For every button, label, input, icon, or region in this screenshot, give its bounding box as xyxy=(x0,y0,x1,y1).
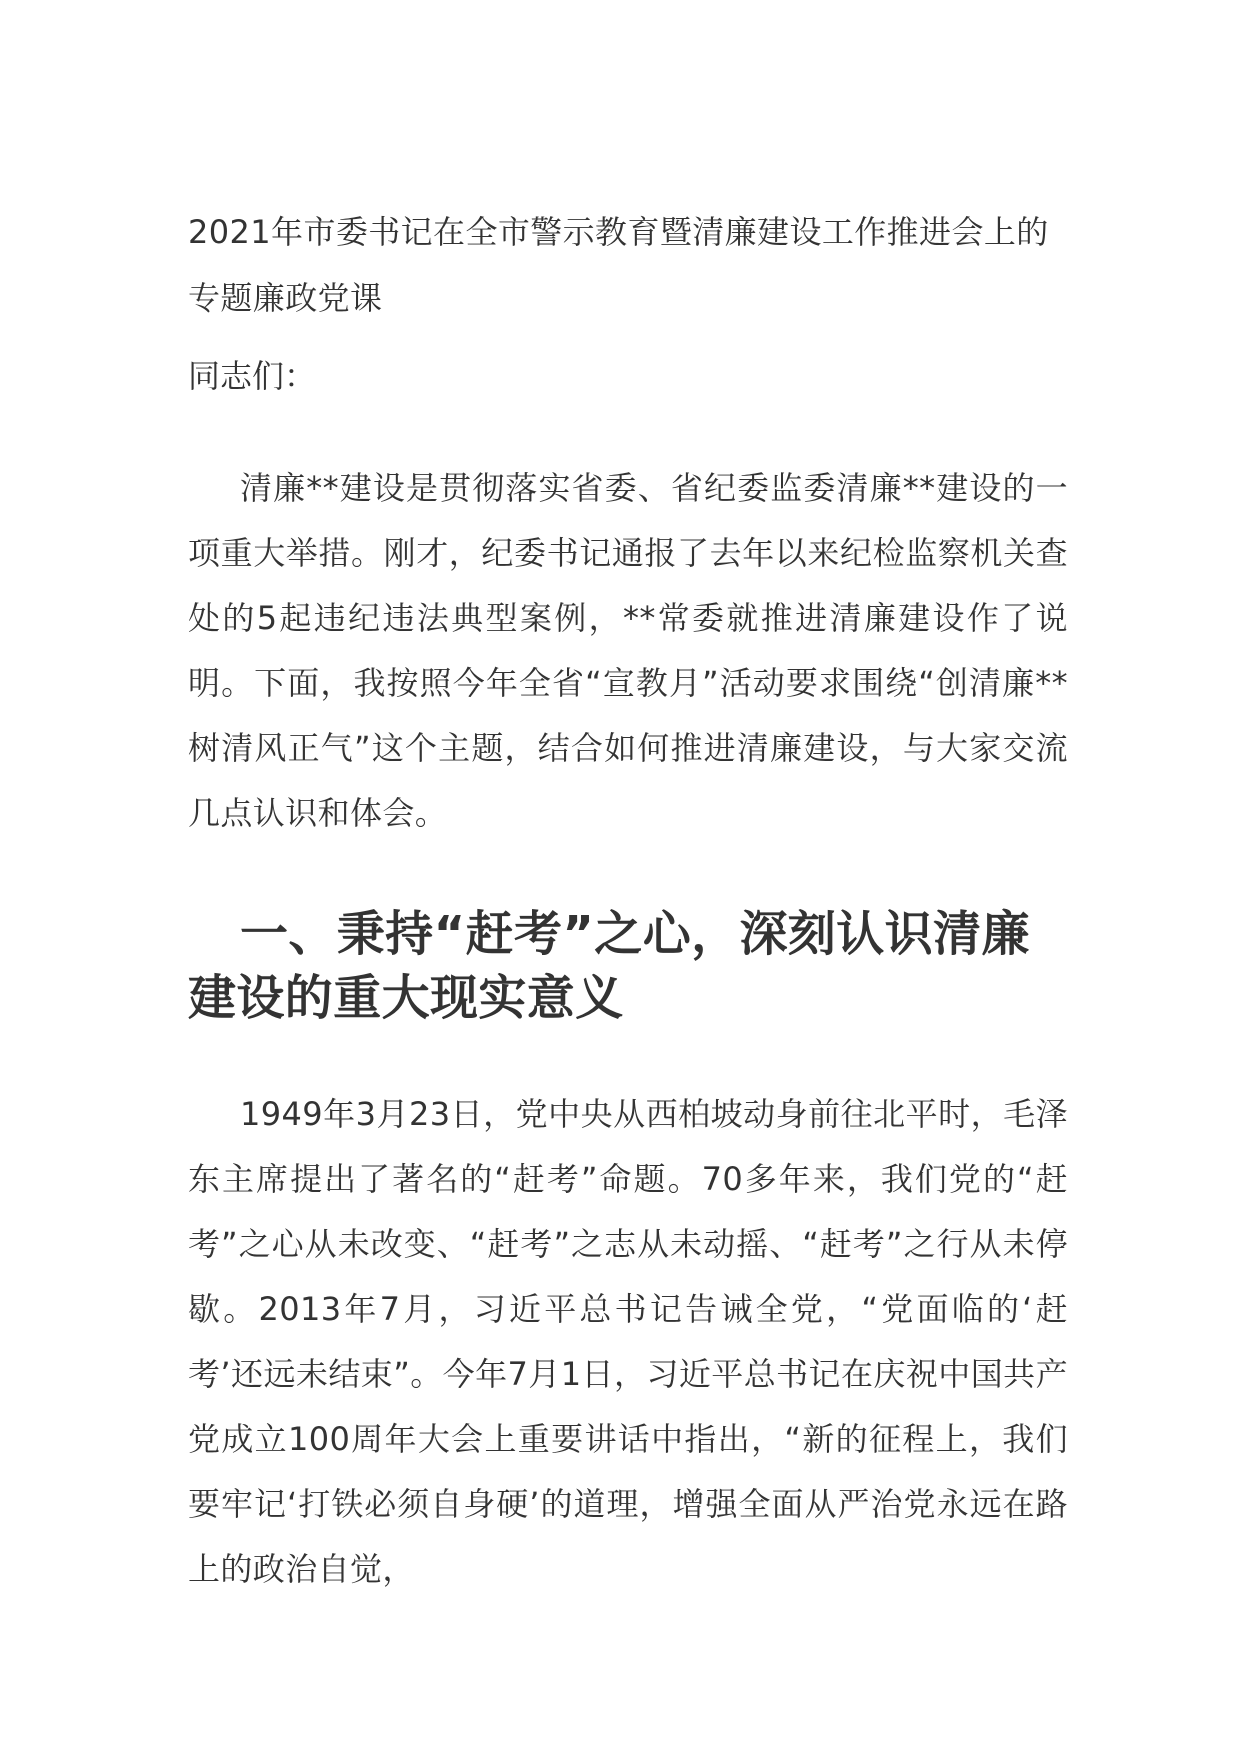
document-title: 2021年市委书记在全市警示教育暨清廉建设工作推进会上的专题廉政党课 xyxy=(188,213,1049,317)
document-body xyxy=(188,199,1101,1602)
paragraph-section-1: 1949年3月23日，党中央从西柏坡动身前往北平时，毛泽东主席提出了著名的“赶考”命题。70多年来，我们党的“赶考”之心从未改变、“赶考”之志从未动摇、“赶考”之行从未停歇。2013年7月，习近平总书记告诫全党，“党面临的‘赶考’还远未结束”。今年7月1日，习近平总书记在庆祝中国共产党成立100周年大会上重要讲话中指出，“新的征程上，我们要牢记‘打铁必须自身硬’的道理，增强全面从严治党永远在路上的政治自觉， xyxy=(188,1095,1068,1588)
salutation: 同志们： xyxy=(188,357,317,395)
paragraph-intro: 清廉**建设是贯彻落实省委、省纪委监委清廉**建设的一项重大举措。刚才，纪委书记通报了去年以来纪检监察机关查处的5起违纪违法典型案例，**常委就推进清廉建设作了说明。下面，我按照今年全省“宣教月”活动要求围绕“创清廉** 树清风正气”这个主题，结合如何推进清廉建设，与大家交流几点认识和体会。 xyxy=(188,469,1101,832)
section-heading-1: 一、秉持“赶考”之心，深刻认识清廉建设的重大现实意义 xyxy=(188,906,1030,1026)
